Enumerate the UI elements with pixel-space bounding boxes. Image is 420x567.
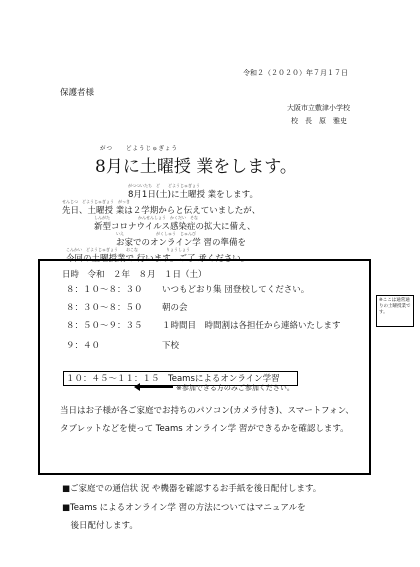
note-1: ■ご家庭での通信状 況 や機器を確認するお手紙を後日配付します。 [62,484,322,494]
participation-note: ※参加できる方のみご参加ください。 [176,384,294,392]
document-date: 令和２（２０２０）年７月１７日 [243,69,348,77]
intro-line-5: 今回の土曜授業で 行います。ご了 承ください。 [66,254,250,264]
intro-line-4: お家でのオンライン学 習の準備を [116,238,246,248]
schedule-desc-3: １時間目 時間割は各担任から連絡いたします [162,321,341,331]
note-3: 後日配付します。 [62,521,138,531]
side-note: ※ここは通常通りの土曜授業です。 [376,295,414,327]
intro-ruby-5: こんかい どようじゅぎょう おこな りょうしょう [66,247,190,252]
box-bottom-line-2: タブレットなどを使って Teams オンライン学 習ができるかを確認します。 [60,424,349,434]
principal-name: 校 長 原 雅史 [291,117,347,125]
school-name: 大阪市立敷津小学校 [287,104,350,112]
schedule-heading: 日時 令和 ２年 ８月 １日（土） [62,270,207,280]
title-ruby: がつ どようじゅぎょう [100,146,179,152]
schedule-time-1: ８：１０～８：３０ [66,285,143,295]
schedule-time-3: ８：５０～９：３５ [66,321,143,331]
schedule-desc-2: 朝の会 [162,303,188,313]
intro-line-1: 8月1日(土)に土曜授 業をします。 [128,190,258,200]
intro-line-3: 新型コロナウイルス感染症の拡大に備え、 [94,222,256,232]
intro-ruby-1: がつついたち ど どようじゅぎょう [128,183,200,188]
intro-ruby-3: しんがた かんせんしょう かくだい そな [94,215,198,220]
intro-line-2: 先日、土曜授 業は２学期からと伝えていましたが、 [62,206,261,216]
schedule-desc-4: 下校 [162,341,180,351]
box-bottom-line-1: 当日はお子様が各ご家庭でお持ちのパソコン(カメラ付き)、スマートフォン、 [60,406,354,416]
recipient: 保護者様 [60,88,95,98]
page-title: 8月に土曜授 業をします。 [95,157,297,177]
intro-ruby-4: いえ がくしゅう じゅんび [116,231,196,236]
schedule-time-4: ９：４０ [66,341,101,351]
arrow-left-icon [139,386,173,388]
schedule-desc-1: いつもどおり集 団登校してください。 [162,285,310,295]
schedule-time-2: ８：３０～８：５０ [66,303,143,313]
teams-session: １０：４５～１１：１５ Teamsによるオンライン学習 [66,374,280,384]
intro-ruby-2: せんじつ どようじゅぎょう がっき [62,199,130,204]
note-2: ■Teams によるオンライン学 習の方法についてはマニュアルを [62,503,306,513]
